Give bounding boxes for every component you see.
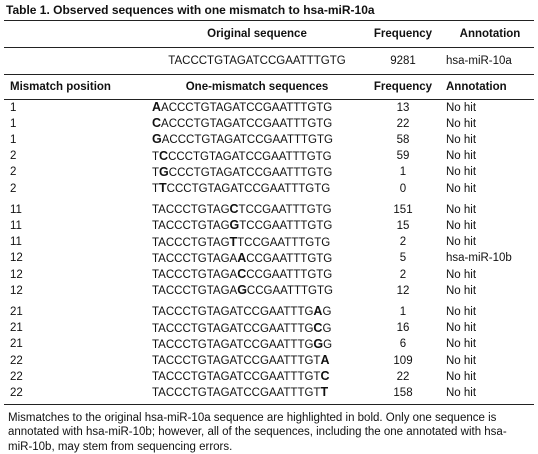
mismatch-position: 21 [10, 338, 23, 351]
mismatch-base: G [237, 283, 247, 298]
mismatch-position: 22 [10, 370, 23, 383]
sequence-suffix: CCGAATTTGTG [246, 269, 333, 282]
mismatch-frequency: 1 [399, 166, 407, 179]
sequence-suffix: CCGAATTTGTG [246, 252, 333, 265]
mismatch-annotation: No hit [446, 305, 477, 318]
mismatch-frequency: 12 [396, 284, 410, 297]
mismatch-annotation: No hit [446, 166, 477, 179]
mismatch-position-header: Mismatch position [10, 81, 111, 93]
table-row [4, 283, 534, 299]
sequence-prefix: TACCCTGTAGATCCGAATTTG [152, 306, 314, 319]
mismatch-sequence [140, 267, 362, 283]
sequence-suffix: CCCTGTAGATCCGAATTTGTG [168, 150, 332, 163]
sequence-prefix: TACCCTGTAGATCCGAATTTG [152, 338, 314, 351]
mismatch-annotation: No hit [446, 268, 477, 281]
sequence-table [4, 21, 534, 47]
mismatch-base: C [229, 202, 239, 217]
mismatch-sequence [140, 165, 362, 181]
mismatch-sequence [140, 116, 362, 132]
mismatch-frequency: 0 [399, 182, 407, 195]
mismatch-frequency: 5 [399, 252, 407, 265]
mismatch-sequence [140, 132, 362, 148]
sequence-suffix: ACCCTGTAGATCCGAATTTGTG [161, 134, 333, 147]
mismatch-base: T [229, 234, 238, 249]
sequence-prefix: TACCCTGTAGA [152, 252, 238, 265]
sequence-suffix: CCCTGTAGATCCGAATTTGTG [168, 166, 333, 179]
mismatch-sequence [140, 149, 362, 165]
mismatch-position: 11 [10, 236, 22, 249]
mismatch-annotation: No hit [446, 322, 477, 335]
mismatch-base: G [152, 132, 162, 147]
mismatch-sequence [140, 218, 362, 234]
table-row [4, 321, 534, 337]
mismatch-sequence [140, 100, 362, 116]
sequence-prefix: TACCCTGTAGATCCGAATTTGT [152, 355, 321, 368]
table-row [4, 100, 534, 116]
mismatch-base: T [159, 181, 167, 196]
table-row [4, 235, 534, 251]
mismatch-rows [4, 100, 534, 402]
mismatch-frequency: 1 [399, 305, 407, 318]
mismatch-base: A [313, 304, 323, 319]
original-frequency: 9281 [390, 55, 416, 67]
mismatch-position: 11 [10, 203, 22, 216]
sequence-prefix: TACCCTGTAGATCCGAATTTGT [152, 371, 321, 384]
sequence-suffix: TCCGAATTTGTG [239, 220, 333, 233]
sequence-suffix: G [322, 322, 332, 335]
mismatch-frequency: 158 [393, 386, 413, 399]
mismatch-annotation: No hit [446, 354, 477, 367]
mismatch-base: A [320, 353, 330, 368]
mismatch-position: 21 [10, 305, 23, 318]
table-row [4, 132, 534, 148]
table-row [4, 218, 534, 234]
original-sequence: TACCCTGTAGATCCGAATTTGTG [168, 55, 346, 67]
table-footnote: Mismatches to the original hsa-miR-10a sequence are highlighted in bold. Only one sequence is annotated with hsa-miR-10b; however, all of the sequences, including the one annotated with hsa-miR-10b, may stem from sequencing errors. [8, 411, 507, 453]
mismatch-position: 22 [10, 354, 23, 367]
mismatch-sequence [140, 353, 362, 369]
mismatch-annotation: No hit [446, 219, 477, 232]
table-row [4, 337, 534, 353]
mismatch-frequency: 22 [396, 370, 410, 383]
frequency-header: Frequency [373, 28, 433, 40]
mismatch-base: C [313, 320, 323, 335]
sequence-prefix: TACCCTGTAGA [152, 269, 238, 282]
sequence-prefix: TACCCTGTAG [152, 220, 230, 233]
sequence-prefix: T [152, 166, 160, 179]
mismatch-annotation: No hit [446, 117, 477, 130]
one-mismatch-sequences-header: One-mismatch sequences [185, 81, 329, 93]
mismatch-position: 1 [10, 101, 17, 114]
mismatch-base: C [159, 148, 169, 163]
mismatch-sequence [140, 235, 362, 251]
mismatch-annotation: No hit [446, 284, 477, 297]
original-row [4, 48, 534, 74]
sequence-suffix: G [322, 306, 332, 319]
empty-header-cell [4, 21, 140, 47]
sequence-prefix: TACCCTGTAGATCCGAATTTGT [152, 387, 321, 400]
original-header-row [4, 21, 534, 47]
sequence-suffix: ACCCTGTAGATCCGAATTTGTG [161, 118, 333, 131]
mismatch-annotation: No hit [446, 386, 477, 399]
mismatch-frequency: 59 [396, 150, 410, 163]
mismatch-sequence [140, 304, 362, 320]
sequence-prefix: TACCCTGTAGA [152, 285, 238, 298]
sequence-suffix: ACCCTGTAGATCCGAATTTGTG [161, 102, 333, 114]
mismatch-header-table [4, 75, 534, 99]
table-row [4, 353, 534, 369]
table-row [4, 181, 534, 197]
mismatch-frequency: 16 [396, 322, 410, 335]
mismatch-base: A [237, 250, 247, 265]
mismatch-position: 21 [10, 322, 23, 335]
table-row [4, 202, 534, 218]
mismatch-base: C [320, 369, 330, 384]
mismatch-annotation: No hit [446, 338, 477, 351]
mismatch-frequency: 2 [399, 268, 407, 281]
mismatch-frequency: 15 [396, 219, 410, 232]
mismatch-frequency: 58 [396, 133, 410, 146]
mismatch-position: 2 [10, 150, 17, 163]
original-sequence-header: Original sequence [207, 28, 307, 40]
sequence-suffix: CCGAATTTGTG [246, 285, 333, 298]
mismatch-position: 12 [10, 252, 23, 265]
mismatch-position: 1 [10, 133, 17, 146]
table-row [4, 369, 534, 385]
mismatch-annotation: No hit [446, 203, 477, 216]
mismatch-position: 22 [10, 386, 23, 399]
original-annotation: hsa-miR-10a [446, 55, 512, 67]
mismatch-sequence [140, 181, 362, 197]
mismatch-frequency: 6 [399, 338, 407, 351]
mismatch-position: 2 [10, 182, 17, 195]
mismatch-sequence [140, 251, 362, 267]
original-sequence-table [4, 48, 534, 74]
table-title: Table 1. Observed sequences with one mismatch to hsa-miR-10a [6, 3, 375, 17]
table-row [4, 149, 534, 165]
mismatch-annotation: No hit [446, 101, 477, 114]
mismatch-base: G [159, 164, 169, 179]
mismatch-annotation-header: Annotation [446, 81, 507, 93]
mismatch-sequence [140, 385, 362, 401]
mismatch-position: 1 [10, 117, 17, 130]
mismatch-annotation: No hit [446, 150, 477, 163]
mismatch-base: C [152, 116, 162, 131]
sequence-prefix: TACCCTGTAG [152, 236, 230, 249]
mismatch-sequence [140, 337, 362, 353]
sequence-suffix: CCCTGTAGATCCGAATTTGTG [166, 183, 331, 196]
table-row [4, 251, 534, 267]
mismatch-frequency: 13 [396, 101, 410, 114]
mismatch-position: 12 [10, 284, 23, 297]
sequence-prefix: T [152, 183, 160, 196]
mismatch-position: 11 [10, 219, 22, 232]
mismatch-frequency-header: Frequency [373, 81, 433, 93]
mismatch-annotation: hsa-miR-10b [446, 252, 512, 265]
mismatch-frequency: 109 [393, 354, 413, 367]
sequence-prefix: T [152, 150, 160, 163]
mismatch-sequence [140, 369, 362, 385]
table-row [4, 304, 534, 320]
sequence-prefix: TACCCTGTAG [152, 204, 230, 217]
mismatch-sequence [140, 283, 362, 299]
mismatch-annotation: No hit [446, 236, 477, 249]
mismatch-position: 12 [10, 268, 23, 281]
table-row [4, 267, 534, 283]
annotation-header: Annotation [459, 28, 521, 40]
sequence-suffix: TCCGAATTTGTG [238, 204, 332, 217]
table-row [4, 165, 534, 181]
mismatch-header-row [4, 75, 534, 99]
mismatch-frequency: 22 [396, 117, 410, 130]
mismatch-frequency: 2 [399, 236, 407, 249]
mismatch-annotation: No hit [446, 182, 477, 195]
sequence-prefix: TACCCTGTAGATCCGAATTTG [152, 322, 314, 335]
sequence-suffix: G [323, 338, 333, 351]
mismatch-annotation: No hit [446, 370, 477, 383]
mismatch-annotation: No hit [446, 133, 477, 146]
mismatch-position: 2 [10, 166, 17, 179]
mismatch-base: A [152, 100, 162, 114]
mismatch-sequence [140, 202, 362, 218]
mismatch-base: T [320, 385, 329, 400]
mismatch-frequency: 151 [393, 203, 413, 216]
mismatch-base: C [237, 267, 247, 282]
sequence-suffix: TCCGAATTTGTG [237, 236, 331, 249]
mismatch-base: G [313, 336, 324, 351]
mismatch-base: G [229, 218, 240, 233]
table-row [4, 385, 534, 401]
table-row [4, 116, 534, 132]
mismatch-sequence [140, 321, 362, 337]
mismatch-table [4, 100, 534, 402]
